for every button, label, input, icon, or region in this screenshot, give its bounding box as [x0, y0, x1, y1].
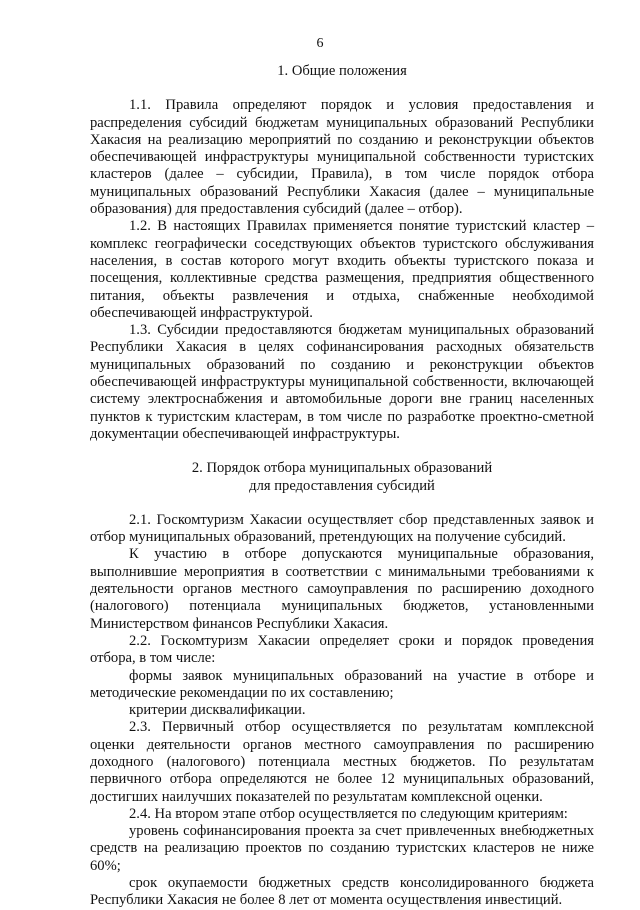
section1-title: 1. Общие положения — [277, 63, 407, 79]
paragraph-2-4-cofinancing: уровень софинансирования проекта за счет привлеченных внебюджетных средств на реализацию проектов по созданию туристских кластеров не ниже 60%; — [90, 823, 594, 874]
paragraph-2-3: 2.3. Первичный отбор осуществляется по результатам комплексной оценки деятельности органов местного самоуправления по расширению доходного (налогового) потенциала местных бюджетов. По результатам первичного отбора определяются не более 12 муниципальных образований, достигших наилучших показателей по результатам комплексной оценки. — [90, 719, 594, 805]
paragraph-2-2-criteria: критерии дисквалификации. — [129, 702, 306, 719]
page-number: 6 — [316, 36, 324, 51]
document-body — [90, 63, 594, 910]
paragraph-1-2: 1.2. В настоящих Правилах применяется понятие туристский кластер – комплекс географически соседствующих объектов туристского обслуживания населения, в состав которого могут входить объекты туристского показа и посещения, коллективные средства размещения, предприятия общественного питания, объекты развлечения и отдыха, снабженные необходимой обеспечивающей инфраструктурой. — [90, 218, 594, 321]
paragraph-2-4: 2.4. На втором этапе отбор осуществляется по следующим критериям: — [129, 805, 568, 822]
paragraph-2-2-forms: формы заявок муниципальных образований на участие в отборе и методические рекомендации по их составлению; — [90, 667, 594, 701]
paragraph-1-3: 1.3. Субсидии предоставляются бюджетам муниципальных образований Республики Хакасия в целях софинансирования расходных обязательств муниципальных образований по созданию и реконструкции объектов обеспечивающей инфраструктуры муниципальной собственности, включающей систему электроснабжения и автомобильные дороги вне границ населенных пунктов к туристским кластерам, в том числе по разработке проектно-сметной документации обеспечивающей инфраструктуры. — [90, 322, 594, 442]
paragraph-1-1: 1.1. Правила определяют порядок и условия предоставления и распределения субсидий бюджетам муниципальных образований Республики Хакасия на реализацию мероприятий по созданию и реконструкции объектов обеспечивающей инфраструктуры муниципальной собственности туристских кластеров (далее – субсидии, Правила), в том числе порядок отбора муниципальных образований Республики Хакасия (далее – муниципальные образования) для предоставления субсидий (далее – отбор). — [90, 97, 594, 218]
paragraph-2-4-payback: срок окупаемости бюджетных средств консолидированного бюджета Республики Хакасия не более 8 лет от момента осуществления инвестиций. — [90, 875, 594, 909]
section2-title-line1: 2. Порядок отбора муниципальных образований — [191, 460, 493, 477]
paragraph-2-1-admission: К участию в отборе допускаются муниципальные образования, выполнившие мероприятия в соответствии с минимальными требованиями к деятельности органов местного самоуправления по расширению доходного (налогового) потенциала муниципальных бюджетов, установленными Министерством финансов Республики Хакасия. — [90, 546, 594, 632]
section2-title-line2: для предоставления субсидий — [249, 477, 435, 494]
section2-title — [90, 460, 594, 495]
paragraph-2-1: 2.1. Госкомтуризм Хакасии осуществляет сбор представленных заявок и отбор муниципальных образований, претендующих на получение субсидий. — [90, 511, 594, 546]
paragraph-2-2: 2.2. Госкомтуризм Хакасии определяет сроки и порядок проведения отбора, в том числе: — [90, 632, 594, 667]
